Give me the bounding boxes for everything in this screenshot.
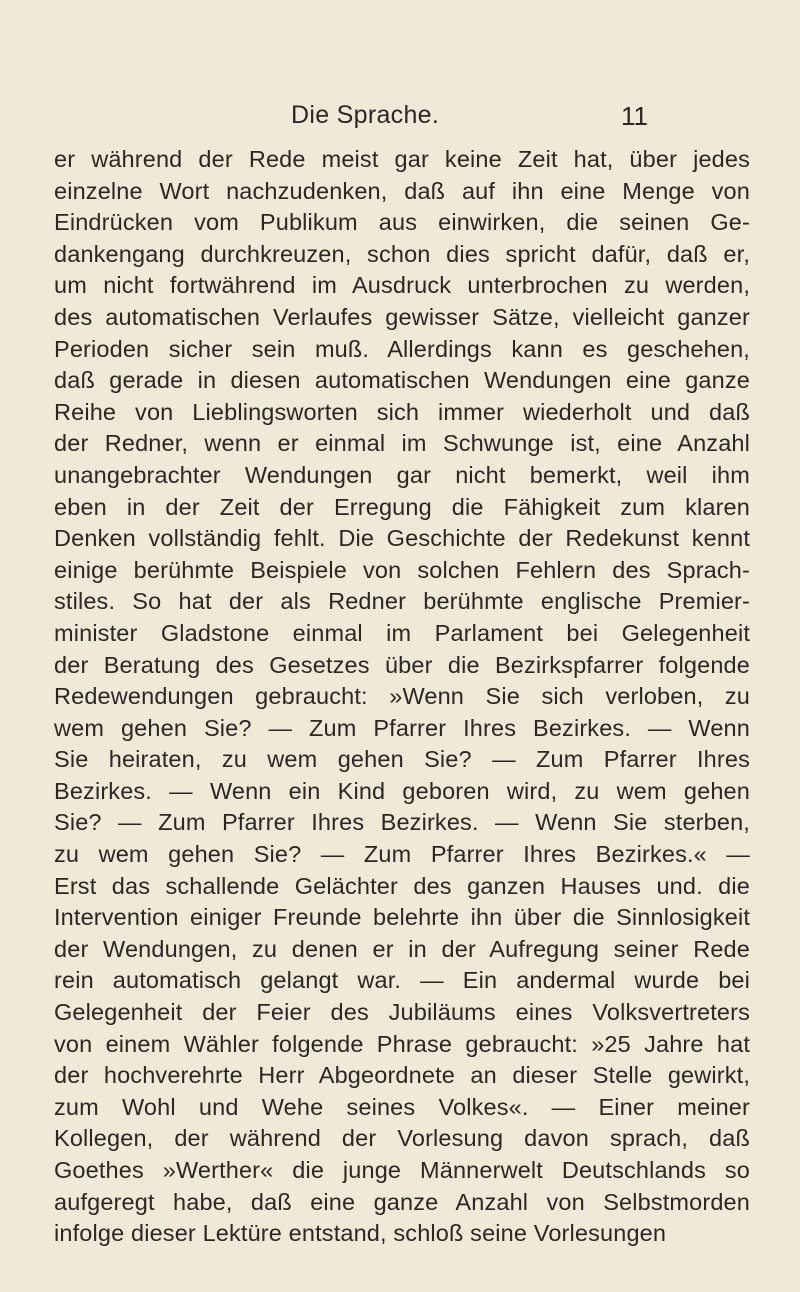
page-number: 11	[621, 101, 648, 131]
text-line: des automatischen Verlaufes gewisser Sätze, vielleicht ganzer	[54, 303, 750, 330]
text-line: Eindrücken vom Publikum aus einwirken, die seinen Ge-	[54, 209, 750, 236]
text-line: eben in der Zeit der Erregung die Fähigkeit zum klaren	[54, 493, 750, 520]
text-line: er während der Rede meist gar keine Zeit hat, über jedes	[54, 146, 750, 172]
text-line: Erst das schallende Gelächter des ganzen Hauses und. die	[54, 872, 750, 899]
text-line: aufgeregt habe, daß eine ganze Anzahl von Selbstmorden	[54, 1188, 750, 1215]
text-line: von einem Wähler folgende Phrase gebraucht: »25 Jahre hat	[54, 1030, 750, 1057]
text-line: Sie heiraten, zu wem gehen Sie? — Zum Pfarrer Ihres	[54, 746, 750, 773]
text-line: der hochverehrte Herr Abgeordnete an dieser Stelle gewirkt,	[54, 1062, 750, 1089]
text-line: Gelegenheit der Feier des Jubiläums eines Volksvertreters	[54, 999, 750, 1026]
text-line: Goethes »Werther« die junge Männerwelt Deutschlands so	[54, 1157, 750, 1183]
text-line: der Beratung des Gesetzes über die Bezirkspfarrer folgende	[54, 651, 750, 678]
body-text	[54, 144, 750, 1250]
text-line: Reihe von Lieblingsworten sich immer wiederholt und daß	[54, 398, 750, 425]
text-line: rein automatisch gelangt war. — Ein andermal wurde bei	[54, 967, 750, 994]
text-line: Redewendungen gebraucht: »Wenn Sie sich verloben, zu	[54, 683, 750, 710]
text-line: wem gehen Sie? — Zum Pfarrer Ihres Bezirkes. — Wenn	[54, 714, 750, 741]
text-line: Sie? — Zum Pfarrer Ihres Bezirkes. — Wenn Sie sterben,	[54, 809, 750, 836]
text-line: der Redner, wenn er einmal im Schwunge ist, eine Anzahl	[54, 430, 750, 457]
text-line: minister Gladstone einmal im Parlament bei Gelegenheit	[54, 619, 750, 646]
text-line: um nicht fortwährend im Ausdruck unterbrochen zu werden,	[54, 272, 750, 299]
text-line: zu wem gehen Sie? — Zum Pfarrer Ihres Bezirkes.« —	[54, 841, 750, 868]
text-line: der Wendungen, zu denen er in der Aufregung seiner Rede	[54, 935, 750, 962]
text-line: dankengang durchkreuzen, schon dies spricht dafür, daß er,	[54, 240, 750, 267]
text-line: einzelne Wort nachzudenken, daß auf ihn eine Menge von	[54, 177, 750, 204]
running-head	[0, 98, 800, 132]
text-line: stiles. So hat der als Redner berühmte englische Premier-	[54, 588, 750, 615]
text-line: Denken vollständig fehlt. Die Geschichte der Redekunst kennt	[54, 525, 750, 552]
text-line: infolge dieser Lektüre entstand, schloß seine Vorlesungen	[54, 1220, 667, 1247]
running-title: Die Sprache.	[291, 101, 440, 129]
text-line: unangebrachter Wendungen gar nicht bemerkt, weil ihm	[54, 461, 750, 488]
text-line: Bezirkes. — Wenn ein Kind geboren wird, zu wem gehen	[54, 777, 750, 804]
text-line: Intervention einiger Freunde belehrte ihn über die Sinnlosigkeit	[54, 904, 750, 931]
text-line: einige berühmte Beispiele von solchen Fehlern des Sprach-	[54, 556, 750, 583]
text-line: daß gerade in diesen automatischen Wendungen eine ganze	[54, 367, 750, 394]
text-line: zum Wohl und Wehe seines Volkes«. — Einer meiner	[54, 1093, 750, 1120]
text-line: Kollegen, der während der Vorlesung davon sprach, daß	[54, 1125, 750, 1152]
text-line: Perioden sicher sein muß. Allerdings kann es geschehen,	[54, 335, 750, 362]
